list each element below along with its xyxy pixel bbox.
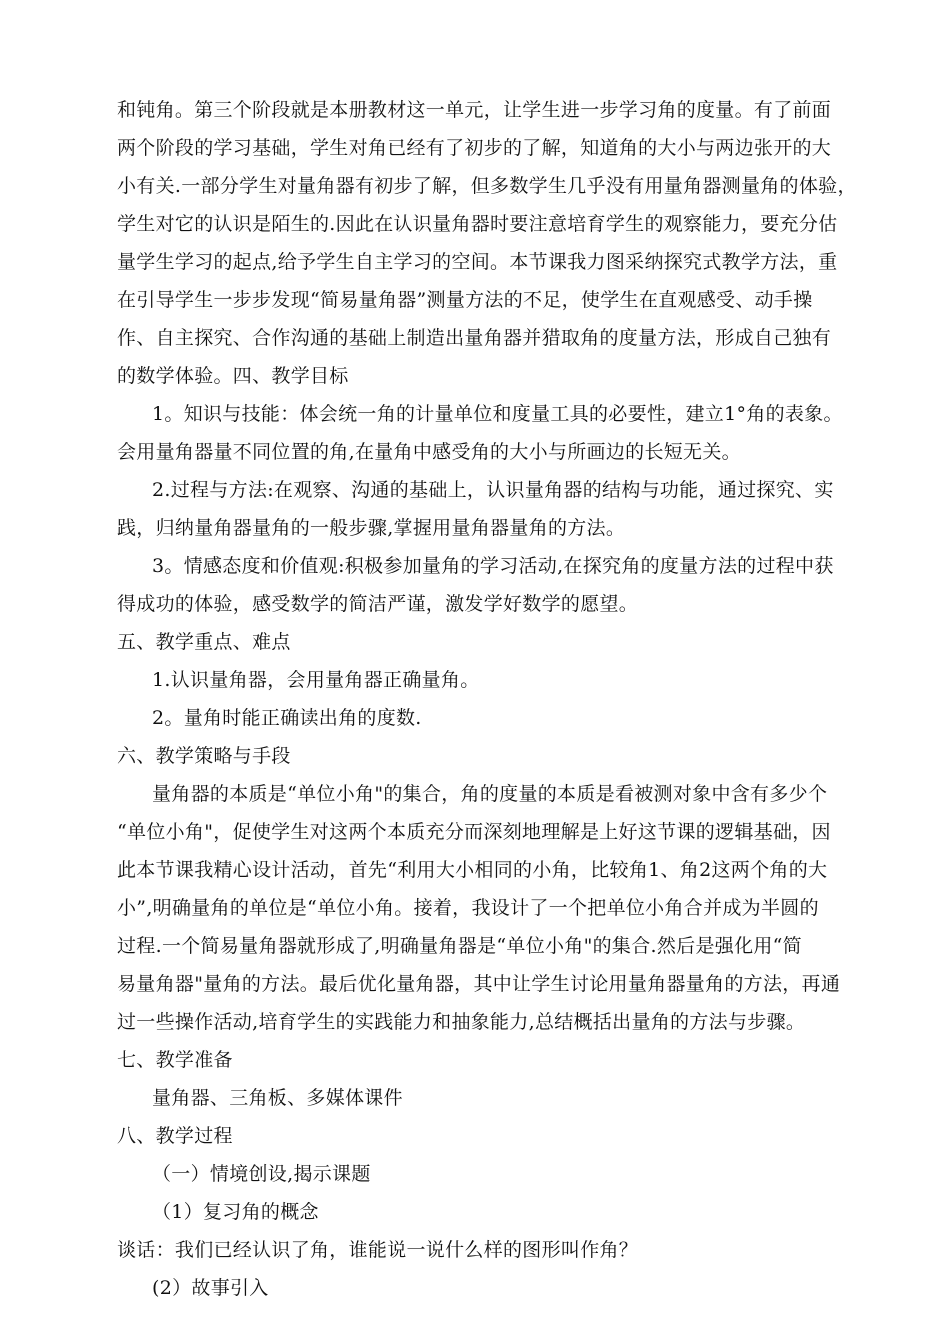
objective-line: 得成功的体验，感受数学的简洁严谨，激发学好数学的愿望。 bbox=[117, 593, 639, 615]
paragraph-line: “单位小角"，促使学生对这两个本质充分而深刻地理解是上好这节课的逻辑基础，因 bbox=[117, 821, 831, 843]
paragraph-line: 学生对它的认识是陌生的.因此在认识量角器时要注意培育学生的观察能力，要充分估 bbox=[117, 213, 838, 235]
objective-line: 践，归纳量角器量角的一般步骤,掌握用量角器量角的方法。 bbox=[117, 517, 626, 539]
sub-heading: （一）情境创设,揭示课题 bbox=[152, 1163, 371, 1185]
section-heading: 五、教学重点、难点 bbox=[117, 631, 291, 653]
section-heading: 七、教学准备 bbox=[117, 1049, 233, 1071]
paragraph-line: 两个阶段的学习基础，学生对角已经有了初步的了解，知道角的大小与两边张开的大 bbox=[117, 137, 832, 159]
paragraph-line: 过一些操作活动,培育学生的实践能力和抽象能力,总结概括出量角的方法与步骤。 bbox=[117, 1011, 806, 1033]
paragraph-line: 过程.一个简易量角器就形成了,明确量角器是“单位小角"的集合.然后是强化用“简 bbox=[117, 935, 802, 957]
paragraph-line: 小有关.一部分学生对量角器有初步了解，但多数学生几乎没有用量角器测量角的体验， bbox=[117, 175, 857, 197]
paragraph-line: 作、自主探究、合作沟通的基础上制造出量角器并猎取角的度量方法，形成自己独有 bbox=[117, 327, 832, 349]
sub-heading: （1）复习角的概念 bbox=[152, 1201, 319, 1223]
sub-heading: (2）故事引入 bbox=[152, 1277, 269, 1299]
objective-line: 3。情感态度和价值观:积极参加量角的学习活动,在探究角的度量方法的过程中获 bbox=[152, 555, 834, 577]
paragraph-line: 量学生学习的起点,给予学生自主学习的空间。本节课我力图采纳探究式教学方法，重 bbox=[117, 251, 838, 273]
paragraph-line: 在引导学生一步步发现“简易量角器”测量方法的不足，使学生在直观感受、动手操 bbox=[117, 289, 813, 311]
section-heading: 六、教学策略与手段 bbox=[117, 745, 291, 767]
paragraph-line: 易量角器"量角的方法。最后优化量角器，其中让学生讨论用量角器量角的方法，再通 bbox=[117, 973, 841, 995]
objective-line: 2.过程与方法:在观察、沟通的基础上，认识量角器的结构与功能，通过探究、实 bbox=[152, 479, 834, 501]
list-item: 2。量角时能正确读出角的度数. bbox=[152, 707, 422, 729]
paragraph-line: 量角器的本质是“单位小角"的集合，角的度量的本质是看被测对象中含有多少个 bbox=[152, 783, 828, 805]
paragraph-line: 的数学体验。四、教学目标 bbox=[117, 365, 349, 387]
paragraph-line: 谈话：我们已经认识了角，谁能说一说什么样的图形叫作角？ bbox=[117, 1239, 639, 1261]
paragraph-line: 和钝角。第三个阶段就是本册教材这一单元，让学生进一步学习角的度量。有了前面 bbox=[117, 99, 832, 121]
paragraph-line: 量角器、三角板、多媒体课件 bbox=[152, 1087, 403, 1109]
section-heading: 八、教学过程 bbox=[117, 1125, 233, 1147]
paragraph-line: 小”,明确量角的单位是“单位小角。接着，我设计了一个把单位小角合并成为半圆的 bbox=[117, 897, 819, 919]
list-item: 1.认识量角器，会用量角器正确量角。 bbox=[152, 669, 480, 691]
objective-line: 会用量角器量不同位置的角,在量角中感受角的大小与所画边的长短无关。 bbox=[117, 441, 741, 463]
paragraph-line: 此本节课我精心设计活动，首先“利用大小相同的小角，比较角1、角2这两个角的大 bbox=[117, 859, 828, 881]
objective-line: 1。知识与技能：体会统一角的计量单位和度量工具的必要性，建立1°角的表象。 bbox=[152, 403, 843, 425]
